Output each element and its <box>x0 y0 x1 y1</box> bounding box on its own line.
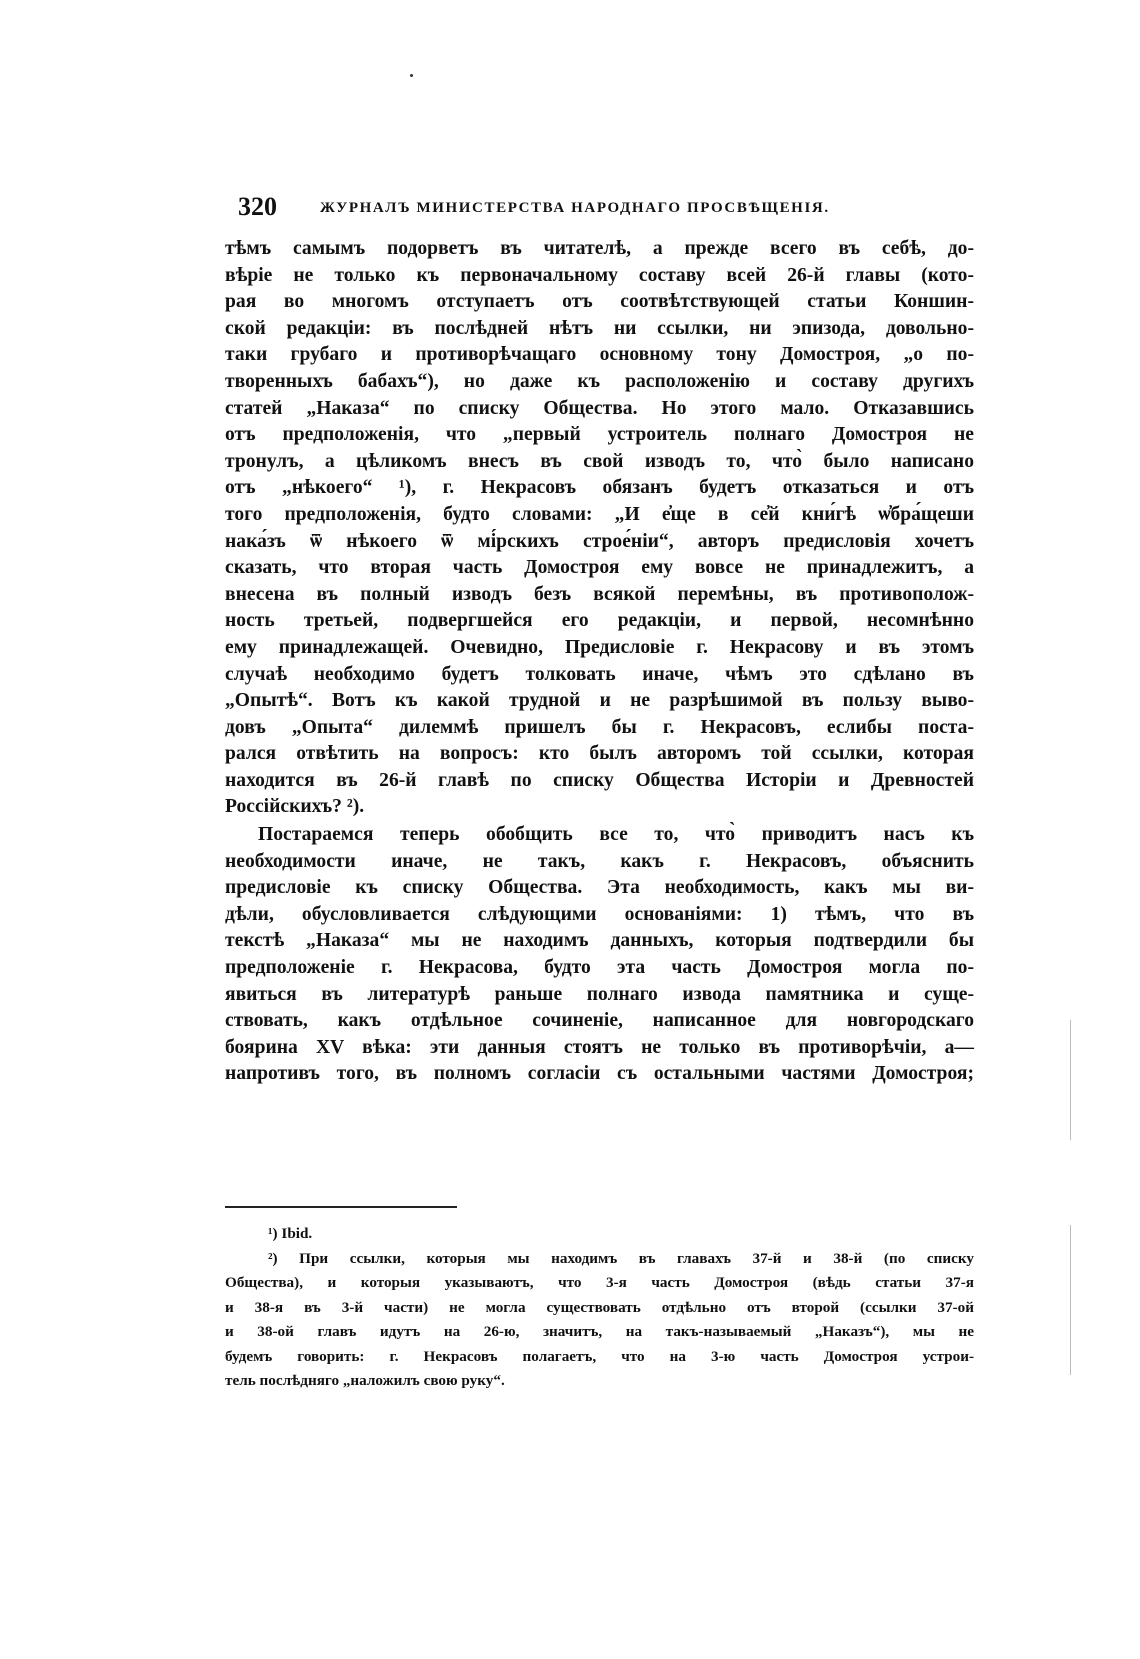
footnote-line: ²) При ссылки, которыя мы находимъ въ главахъ 37-й и 38-й (по списку <box>268 1249 974 1267</box>
text-line: рая во многомъ отступаетъ отъ соотвѣтствующей статьи Коншин- <box>225 291 974 313</box>
page-number: 320 <box>238 192 277 221</box>
text-line: явиться въ литературѣ раньше полнаго извода памятника и суще- <box>225 983 974 1005</box>
text-line: ской редакціи: въ послѣдней нѣтъ ни ссылки, ни эпизода, довольно- <box>225 317 974 339</box>
text-line: дѣли, обусловливается слѣдующими основаніями: 1) тѣмъ, что въ <box>225 903 974 925</box>
scan-speck <box>410 74 413 77</box>
text-line: нака́зъ ѿ нѣкоего ѿ мі́рскихъ строе́ніи“, авторъ предисловія хочетъ <box>225 530 974 552</box>
text-line: предположеніе г. Некрасова, будто эта часть Домостроя могла по- <box>225 957 974 979</box>
text-line: того предположенія, будто словами: „И е҆ще в се҆й кни́гѣ ѡ҆бра́щеши <box>225 503 974 525</box>
text-line: Россійскихъ? ²). <box>225 796 365 818</box>
text-line: необходимости иначе, не такъ, какъ г. Некрасовъ, объяснить <box>225 850 974 872</box>
footnote-1: ¹) Ibid. <box>268 1225 313 1242</box>
text-line: случаѣ необходимо будетъ толковать иначе, чѣмъ это сдѣлано въ <box>225 663 974 685</box>
text-line: предисловіе къ списку Общества. Эта необходимость, какъ мы ви- <box>225 877 974 899</box>
text-line: боярина XV вѣка: эти данныя стоятъ не только въ противорѣчіи, а— <box>225 1036 974 1058</box>
text-line: таки грубаго и противорѣчащаго основному тону Домостроя, „о по- <box>225 344 974 366</box>
footnotes <box>225 1222 974 1394</box>
text-line: текстѣ „Наказа“ мы не находимъ данныхъ, которыя подтвердили бы <box>225 930 974 952</box>
text-line: напротивъ того, въ полномъ согласіи съ остальными частями Домостроя; <box>225 1063 974 1085</box>
margin-mark <box>1070 1225 1071 1375</box>
footnote-line: тель послѣдняго „наложилъ свою руку“. <box>225 1372 505 1389</box>
footnote-divider <box>225 1206 457 1208</box>
footnote-2 <box>225 1247 974 1394</box>
text-line: отъ „нѣкоего“ ¹), г. Некрасовъ обязанъ будетъ отказаться и отъ <box>225 477 974 499</box>
paragraph-1 <box>225 236 974 821</box>
text-line: „Опытѣ“. Вотъ къ какой трудной и не разрѣшимой въ пользу выво- <box>225 690 974 712</box>
text-line: внесена въ полный изводъ безъ всякой перемѣны, въ противополож- <box>225 583 974 605</box>
footnote-line: будемъ говорить: г. Некрасовъ полагаетъ, что на 3-ю часть Домостроя устрои- <box>225 1347 974 1365</box>
text-line: ему принадлежащей. Очевидно, Предисловіе г. Некрасову и въ этомъ <box>225 636 974 658</box>
text-line: довъ „Опыта“ дилеммѣ пришелъ бы г. Некрасовъ, еслибы поста- <box>225 716 974 738</box>
text-line: ствовать, какъ отдѣльное сочиненіе, написанное для новгородскаго <box>225 1010 974 1032</box>
text-line: тронулъ, а цѣликомъ внесъ въ свой изводъ то, что̀ было написано <box>225 450 974 472</box>
paragraph-2 <box>225 822 974 1088</box>
footnote-line: и 38-я въ 3-й части) не могла существовать отдѣльно отъ второй (ссылки 37-ой <box>225 1298 974 1316</box>
text-line: Постараемся теперь обобщить все то, что̀ приводитъ насъ къ <box>258 824 974 846</box>
margin-mark <box>1070 1020 1071 1140</box>
running-title: ЖУРНАЛЪ МИНИСТЕРСТВА НАРОДНАГО ПРОСВѢЩЕНІЯ. <box>320 200 830 216</box>
text-line: статей „Наказа“ по списку Общества. Но этого мало. Отказавшись <box>225 397 974 419</box>
footnote-line: Общества), и которыя указываютъ, что 3-я часть Домостроя (вѣдь статьи 37-я <box>225 1274 974 1291</box>
text-line: творенныхъ бабахъ“), но даже къ расположенію и составу другихъ <box>225 370 974 392</box>
body-text <box>225 236 974 1088</box>
footnote-line: и 38-ой главъ идутъ на 26-ю, значитъ, на такъ-называемый „Наказъ“), мы не <box>225 1323 974 1340</box>
text-line: рался отвѣтить на вопросъ: кто былъ авторомъ той ссылки, которая <box>225 743 974 765</box>
text-line: ность третьей, подвергшейся его редакціи, и первой, несомнѣнно <box>225 610 974 632</box>
text-line: находится въ 26-й главѣ по списку Общества Исторіи и Древностей <box>225 769 974 791</box>
text-line: сказать, что вторая часть Домостроя ему вовсе не принадлежитъ, а <box>225 557 974 579</box>
text-line: отъ предположенія, что „первый устроитель полнаго Домостроя не <box>225 424 974 446</box>
text-line: вѣріе не только къ первоначальному составу всей 26-й главы (кото- <box>225 264 974 286</box>
text-line: тѣмъ самымъ подорветъ въ читателѣ, а прежде всего въ себѣ, до- <box>225 238 974 259</box>
